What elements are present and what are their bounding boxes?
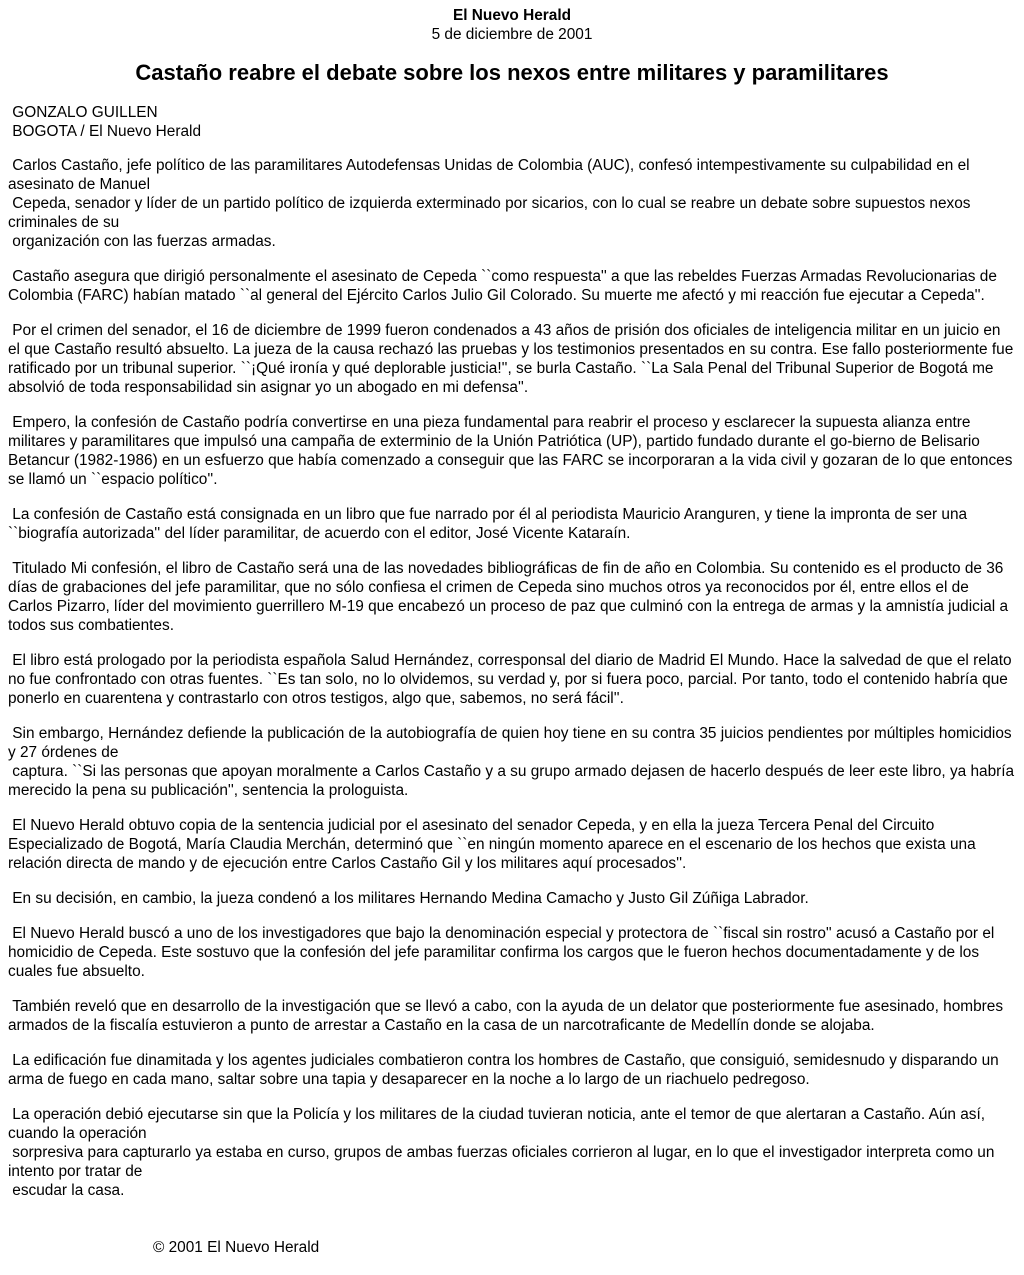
paragraph-line: organización con las fuerzas armadas. bbox=[8, 233, 276, 250]
paragraph-line: Por el crimen del senador, el 16 de diciembre de 1999 fueron condenados a 43 años de prisión dos oficiales de inteligencia militar en un juicio en el que Castaño resultó absuelto. La jueza de la causa rechazó las pruebas y los testimonios presentados en su contra. Ese fallo posteriormente fue ratificado por un tribunal superior. ``¡Qué ironía y qué deplorable justicia!'', se burla Castaño. ``La Sala Penal del Tribunal Superior de Bogotá me absolvió de toda responsabilidad sin asignar yo un abogado en mi defensa''. bbox=[8, 322, 1018, 396]
paragraph-line: escudar la casa. bbox=[8, 1182, 125, 1199]
paragraph-line: La edificación fue dinamitada y los agentes judiciales combatieron contra los hombres de Castaño, que consiguió, semidesnudo y disparando un arma de fuego en cada mano, saltar sobre una tapia y desaparecer en la noche a lo largo de un riachuelo pedregoso. bbox=[8, 1052, 1004, 1088]
article-paragraph bbox=[8, 889, 1016, 908]
paragraph-line: El Nuevo Herald obtuvo copia de la sentencia judicial por el asesinato del senador Cepeda, y en ella la jueza Tercera Penal del Circuito Especializado de Bogotá, María Claudia Merchán, determinó que ``en ningún momento aparece en el escenario de los hechos que exista una relación directa de mando y de ejecución entre Carlos Castaño Gil y los militares aquí procesados''. bbox=[8, 817, 980, 872]
paragraph-line: Cepeda, senador y líder de un partido político de izquierda exterminado por sicarios, con lo cual se reabre un debate sobre supuestos nexos criminales de su bbox=[8, 195, 975, 231]
paragraph-line: La operación debió ejecutarse sin que la Policía y los militares de la ciudad tuvieran noticia, ante el temor de que alertaran a Castaño. Aún así, cuando la operación bbox=[8, 1106, 990, 1142]
byline-author: GONZALO GUILLEN bbox=[8, 104, 158, 121]
article-paragraph bbox=[8, 559, 1016, 635]
article-paragraph bbox=[8, 505, 1016, 543]
masthead bbox=[8, 6, 1016, 44]
paragraph-line: Empero, la confesión de Castaño podría convertirse en una pieza fundamental para reabrir el proceso y esclarecer la supuesta alianza entre militares y paramilitares que impulsó una campaña de exterminio de la Unión Patriótica (UP), partido fundado durante el go-bierno de Belisario Betancur (1982-1986) en un esfuerzo que había comenzado a conseguir que las FARC se incorporaran a la vida civil y gozaran de lo que entonces se llamó un ``espacio político''. bbox=[8, 414, 1017, 488]
copyright-notice: © 2001 El Nuevo Herald bbox=[153, 1239, 320, 1256]
article-paragraph bbox=[8, 156, 1016, 251]
article-paragraph bbox=[8, 321, 1016, 397]
byline-location: BOGOTA / El Nuevo Herald bbox=[8, 123, 202, 140]
paragraph-line: También reveló que en desarrollo de la investigación que se llevó a cabo, con la ayuda de un delator que posteriormente fue asesinado, hombres armados de la fiscalía estuvieron a punto de arrestar a Castaño en la casa de un narcotraficante de Medellín donde se alojaba. bbox=[8, 998, 1008, 1034]
publication-date: 5 de diciembre de 2001 bbox=[431, 26, 593, 43]
article-paragraph bbox=[8, 267, 1016, 305]
byline bbox=[8, 103, 1016, 141]
paragraph-line: En su decisión, en cambio, la jueza condenó a los militares Hernando Medina Camacho y Justo Gil Zúñiga Labrador. bbox=[8, 890, 809, 907]
paragraph-line: La confesión de Castaño está consignada en un libro que fue narrado por él al periodista Mauricio Aranguren, y tiene la impronta de ser una ``biografía autorizada'' del líder paramilitar, de acuerdo con el editor, José Vicente Kataraín. bbox=[8, 506, 972, 542]
paragraph-line: captura. ``Si las personas que apoyan moralmente a Carlos Castaño y a su grupo armado dejasen de hacerlo después de leer este libro, ya habría merecido la pena su publicación'', sentencia la prologuista. bbox=[8, 763, 1019, 799]
article-body bbox=[8, 156, 1019, 1200]
article-paragraph bbox=[8, 1051, 1016, 1089]
article-paragraph bbox=[8, 816, 1016, 873]
article-paragraph bbox=[8, 997, 1016, 1035]
paragraph-line: El Nuevo Herald buscó a uno de los investigadores que bajo la denominación especial y protectora de ``fiscal sin rostro'' acusó a Castaño por el homicidio de Cepeda. Este sostuvo que la confesión del jefe paramilitar confirma los cargos que le fueron hechos documentadamente y de los cuales fue absuelto. bbox=[8, 925, 999, 980]
article-paragraph bbox=[8, 413, 1016, 489]
article-paragraph bbox=[8, 651, 1016, 708]
paragraph-line: Sin embargo, Hernández defiende la publicación de la autobiografía de quien hoy tiene en su contra 35 juicios pendientes por múltiples homicidios y 27 órdenes de bbox=[8, 725, 1016, 761]
paragraph-line: El libro está prologado por la periodista española Salud Hernández, corresponsal del diario de Madrid El Mundo. Hace la salvedad de que el relato no fue confrontado con otras fuentes. ``Es tan solo, no lo olvidemos, su verdad y, por si fuera poco, parcial. Por tanto, todo el contenido habría que ponerlo en cuarentena y contrastarlo con otros testigos, algo que, sabemos, no será fácil''. bbox=[8, 652, 1016, 707]
paragraph-line: Castaño asegura que dirigió personalmente el asesinato de Cepeda ``como respuesta'' a que las rebeldes Fuerzas Armadas Revolucionarias de Colombia (FARC) habían matado ``al general del Ejército Carlos Julio Gil Colorado. Su muerte me afectó y mi reacción fue ejecutar a Cepeda''. bbox=[8, 268, 1002, 304]
article-paragraph bbox=[8, 924, 1016, 981]
article-paragraph bbox=[8, 724, 1019, 800]
paragraph-line: Carlos Castaño, jefe político de las paramilitares Autodefensas Unidas de Colombia (AUC), confesó intempestivamente su culpabilidad en el asesinato de Manuel bbox=[8, 157, 974, 193]
paragraph-line: sorpresiva para capturarlo ya estaba en curso, grupos de ambas fuerzas oficiales corrieron al lugar, en lo que el investigador interpreta como un intento por tratar de bbox=[8, 1144, 999, 1180]
newspaper-name: El Nuevo Herald bbox=[452, 7, 572, 24]
paragraph-line: Titulado Mi confesión, el libro de Castaño será una de las novedades bibliográficas de fin de año en Colombia. Su contenido es el producto de 36 días de grabaciones del jefe paramilitar, que no sólo confiesa el crimen de Cepeda sino muchos otros ya reconocidos por él, entre ellos el de Carlos Pizarro, líder del movimiento guerrillero M-19 que encabezó un proceso de paz que culminó con la entrega de armas y la amnistía judicial a todos sus combatientes. bbox=[8, 560, 1013, 634]
article-headline: Castaño reabre el debate sobre los nexos entre militares y paramilitares bbox=[135, 60, 889, 85]
article-paragraph bbox=[8, 1105, 1016, 1200]
